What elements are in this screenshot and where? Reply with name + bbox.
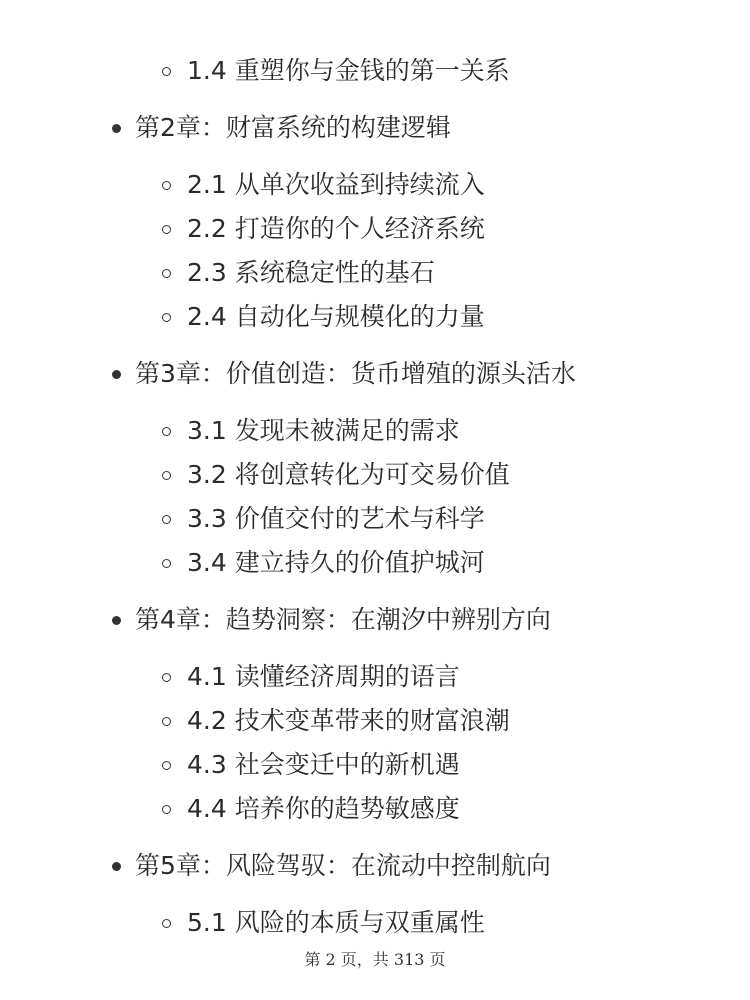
- toc-entry-text: 2.4 自动化与规模化的力量: [187, 302, 485, 331]
- toc-section-2-1: [162, 170, 485, 200]
- page-number-footer: 第 2 页，共 313 页: [304, 950, 446, 969]
- toc-chapter-5: [112, 851, 551, 881]
- toc-section-4-2: [162, 706, 510, 736]
- toc-entry-text: 第5章：风险驾驭：在流动中控制航向: [135, 851, 551, 880]
- hollow-circle-bullet-icon: [162, 181, 171, 190]
- toc-chapter-4: [112, 605, 551, 635]
- toc-section-5-1: [162, 908, 485, 938]
- toc-chapter-2: [112, 113, 451, 143]
- toc-entry-text: 4.2 技术变革带来的财富浪潮: [187, 706, 510, 735]
- toc-section-1-4: [162, 56, 510, 86]
- toc-section-3-4: [162, 548, 485, 578]
- toc-entry-text: 4.1 读懂经济周期的语言: [187, 662, 460, 691]
- hollow-circle-bullet-icon: [162, 427, 171, 436]
- toc-entry-text: 3.1 发现未被满足的需求: [187, 416, 460, 445]
- hollow-circle-bullet-icon: [162, 761, 171, 770]
- toc-section-4-1: [162, 662, 460, 692]
- hollow-circle-bullet-icon: [162, 919, 171, 928]
- toc-entry-text: 3.4 建立持久的价值护城河: [187, 548, 485, 577]
- toc-entry-text: 5.1 风险的本质与双重属性: [187, 908, 485, 937]
- toc-section-4-4: [162, 794, 460, 824]
- toc-entry-text: 2.3 系统稳定性的基石: [187, 258, 435, 287]
- toc-entry-text: 2.2 打造你的个人经济系统: [187, 214, 485, 243]
- hollow-circle-bullet-icon: [162, 67, 171, 76]
- filled-disc-bullet-icon: [112, 124, 121, 133]
- toc-entry-text: 第3章：价值创造：货币增殖的源头活水: [135, 359, 576, 388]
- toc-section-3-1: [162, 416, 460, 446]
- toc-entry-text: 3.3 价值交付的艺术与科学: [187, 504, 485, 533]
- toc-section-2-4: [162, 302, 485, 332]
- toc-entry-text: 2.1 从单次收益到持续流入: [187, 170, 485, 199]
- filled-disc-bullet-icon: [112, 862, 121, 871]
- toc-entry-text: 3.2 将创意转化为可交易价值: [187, 460, 510, 489]
- toc-section-4-3: [162, 750, 460, 780]
- hollow-circle-bullet-icon: [162, 225, 171, 234]
- toc-entry-text: 第2章：财富系统的构建逻辑: [135, 113, 451, 142]
- hollow-circle-bullet-icon: [162, 313, 171, 322]
- toc-section-2-2: [162, 214, 485, 244]
- toc-section-2-3: [162, 258, 435, 288]
- hollow-circle-bullet-icon: [162, 269, 171, 278]
- hollow-circle-bullet-icon: [162, 717, 171, 726]
- hollow-circle-bullet-icon: [162, 805, 171, 814]
- hollow-circle-bullet-icon: [162, 673, 171, 682]
- hollow-circle-bullet-icon: [162, 471, 171, 480]
- toc-entry-text: 4.3 社会变迁中的新机遇: [187, 750, 460, 779]
- toc-section-3-2: [162, 460, 510, 490]
- toc-section-3-3: [162, 504, 485, 534]
- filled-disc-bullet-icon: [112, 370, 121, 379]
- toc-entry-text: 第4章：趋势洞察：在潮汐中辨别方向: [135, 605, 551, 634]
- toc-entry-text: 1.4 重塑你与金钱的第一关系: [187, 56, 510, 85]
- toc-entry-text: 4.4 培养你的趋势敏感度: [187, 794, 460, 823]
- filled-disc-bullet-icon: [112, 616, 121, 625]
- toc-chapter-3: [112, 359, 576, 389]
- hollow-circle-bullet-icon: [162, 559, 171, 568]
- hollow-circle-bullet-icon: [162, 515, 171, 524]
